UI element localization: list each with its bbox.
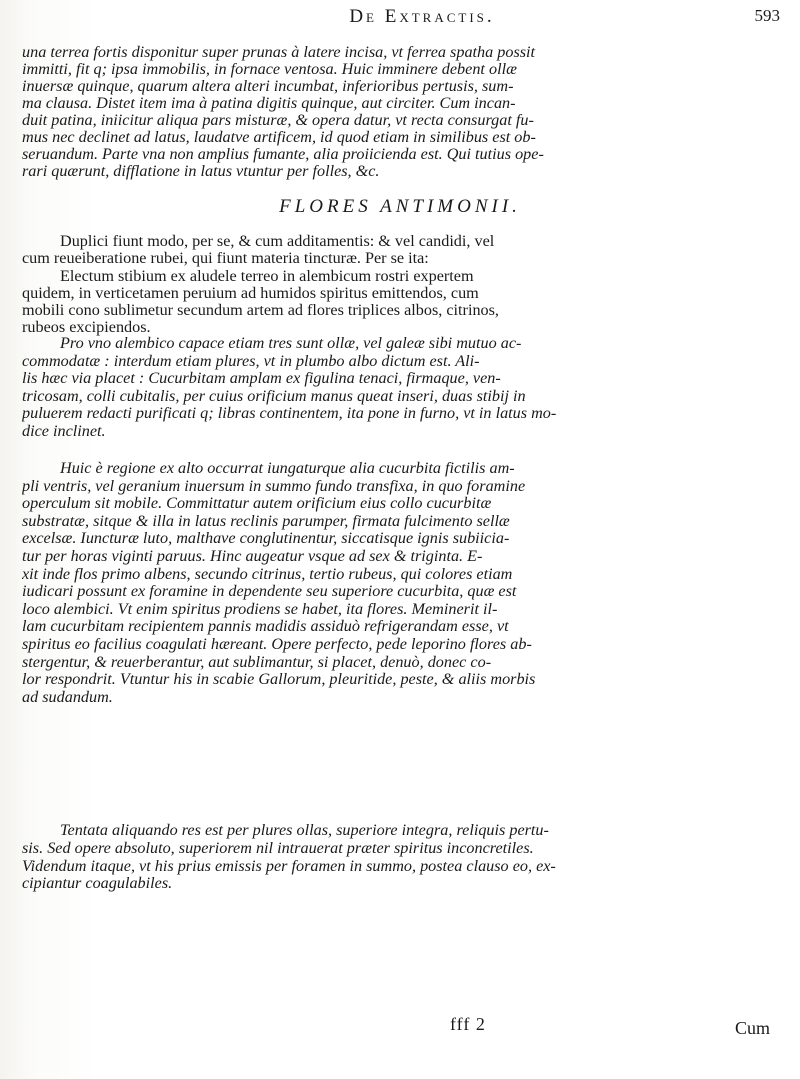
text-line: Videndum itaque, vt his prius emissis per foramen in summo, postea clauso eo, ex- — [22, 857, 556, 875]
section-heading: FLORES ANTIMONII. — [279, 196, 521, 217]
text-line: excelsæ. Iuncturæ luto, malthave conglutinentur, siccatisque ignis subiicia- — [22, 530, 510, 548]
text-line: stergentur, & reuerberantur, aut sublimantur, si placet, denuò, donec co- — [22, 653, 492, 671]
text-line: Tentata aliquando res est per plures ollas, superiore integra, reliquis pertu- — [60, 822, 549, 839]
text-line: spiritus eo facilius coagulati hæreant. Opere perfecto, pede leporino flores ab- — [22, 635, 532, 653]
text-line: cipiantur coagulabiles. — [22, 875, 173, 893]
catchword: Cum — [734, 1018, 770, 1038]
text-line: quidem, in verticetamen peruium ad humidos spiritus emittendos, cum — [22, 284, 479, 302]
text-line: Huic è regione ex alto occurrat iungaturque alia cucurbita fictilis am- — [60, 460, 515, 477]
text-line: iudicari possunt ex foramine in dependente seu superiore cucurbita, quæ est — [22, 583, 517, 601]
text-line: una terrea fortis disponitur super prunas à latere incisa, vt ferrea spatha possit — [22, 44, 536, 61]
paragraph-alembic — [22, 335, 778, 441]
text-line: seruandum. Parte vna non amplius fumante, alia proiicienda est. Qui tutius ope- — [22, 146, 544, 163]
text-line: sis. Sed opere absoluto, superiorem nil intrauerat præter spiritus inconcretiles. — [22, 839, 534, 857]
text-line: pli ventris, vel geranium inuersum in summo fundo transfixa, in quo foramine — [22, 477, 526, 495]
text-line: xit inde flos primo albens, secundo citrinus, tertio rubeus, qui colores etiam — [22, 565, 513, 583]
paragraph-ollas — [22, 822, 778, 893]
text-line: loco alembici. Vt enim spiritus prodiens se habet, ita flores. Meminerit il- — [22, 600, 498, 618]
text-line: substratæ, sitque & illa in latus reclinis parumper, firmata fulcimento sellæ — [22, 512, 510, 530]
paragraph-flores-intro — [22, 233, 778, 337]
text-line: puluerem redacti purificati q; libras continentem, ita pone in furno, vt in latus mo- — [22, 405, 557, 423]
page-header — [60, 4, 784, 34]
text-line: immitti, fit q; ipsa immobilis, in fornace ventosa. Huic imminere debent ollæ — [22, 61, 517, 78]
text-line: operculum sit mobile. Committatur autem orificium eius collo cucurbitæ — [22, 495, 492, 513]
text-line: mus nec declinet ad latus, laudatve artificem, id quod etiam in similibus est ob- — [22, 129, 536, 146]
text-line: Electum stibium ex aludele terreo in alembicum rostri expertem — [60, 267, 474, 285]
text-line: mobili cono sublimetur secundum artem ad flores triplices albos, citrinos, — [22, 302, 499, 320]
text-line: lor respondrit. Vtuntur his in scabie Gallorum, pleuritide, peste, & aliis morbis — [22, 671, 536, 689]
text-line: lis hæc via placet : Cucurbitam amplam ex figulina tenaci, firmaque, ven- — [22, 370, 501, 388]
text-line: ad sudandum. — [22, 688, 113, 706]
text-line: inuersæ quinque, quarum altera alteri incumbat, inferioribus pertusis, sum- — [22, 78, 514, 95]
page-number: 593 — [754, 6, 780, 25]
running-title: De Extractis. — [349, 6, 495, 27]
text-line: ma clausa. Distet item ima à patina digitis quinque, aut circiter. Cum incan- — [22, 95, 516, 112]
text-line: rari quærunt, difflatione in latus vtuntur per folles, &c. — [22, 163, 380, 180]
text-line: Duplici fiunt modo, per se, & cum additamentis: & vel candidi, vel — [60, 233, 495, 250]
text-line: Pro vno alembico capace etiam tres sunt ollæ, vel galeæ sibi mutuo ac- — [60, 335, 522, 352]
paragraph-furnace — [22, 44, 778, 180]
text-line: cum reueiberatione rubei, qui fiunt materia tincturæ. Per se ita: — [22, 250, 429, 268]
paragraph-cucurbita — [22, 460, 778, 706]
text-line: duit patina, iniicitur aliqua pars misturæ, & opera datur, vt recta consurgat fu- — [22, 112, 534, 129]
signature-mark: fff 2 — [450, 1014, 486, 1034]
text-line: commodatæ : interdum etiam plures, vt in plumbo albo dictum est. Ali- — [22, 352, 480, 370]
text-line: tricosam, colli cubitalis, per cuius orificium manus queat inseri, duas stibij in — [22, 387, 526, 405]
text-line: tur per horas viginti paruus. Hinc augeatur vsque ad sex & triginta. E- — [22, 547, 483, 565]
text-line: lam cucurbitam recipientem pannis madidis assiduò refrigerandam esse, vt — [22, 618, 509, 636]
text-line: dice inclinet. — [22, 422, 106, 440]
text-line: rubeos excipiendos. — [22, 319, 151, 337]
